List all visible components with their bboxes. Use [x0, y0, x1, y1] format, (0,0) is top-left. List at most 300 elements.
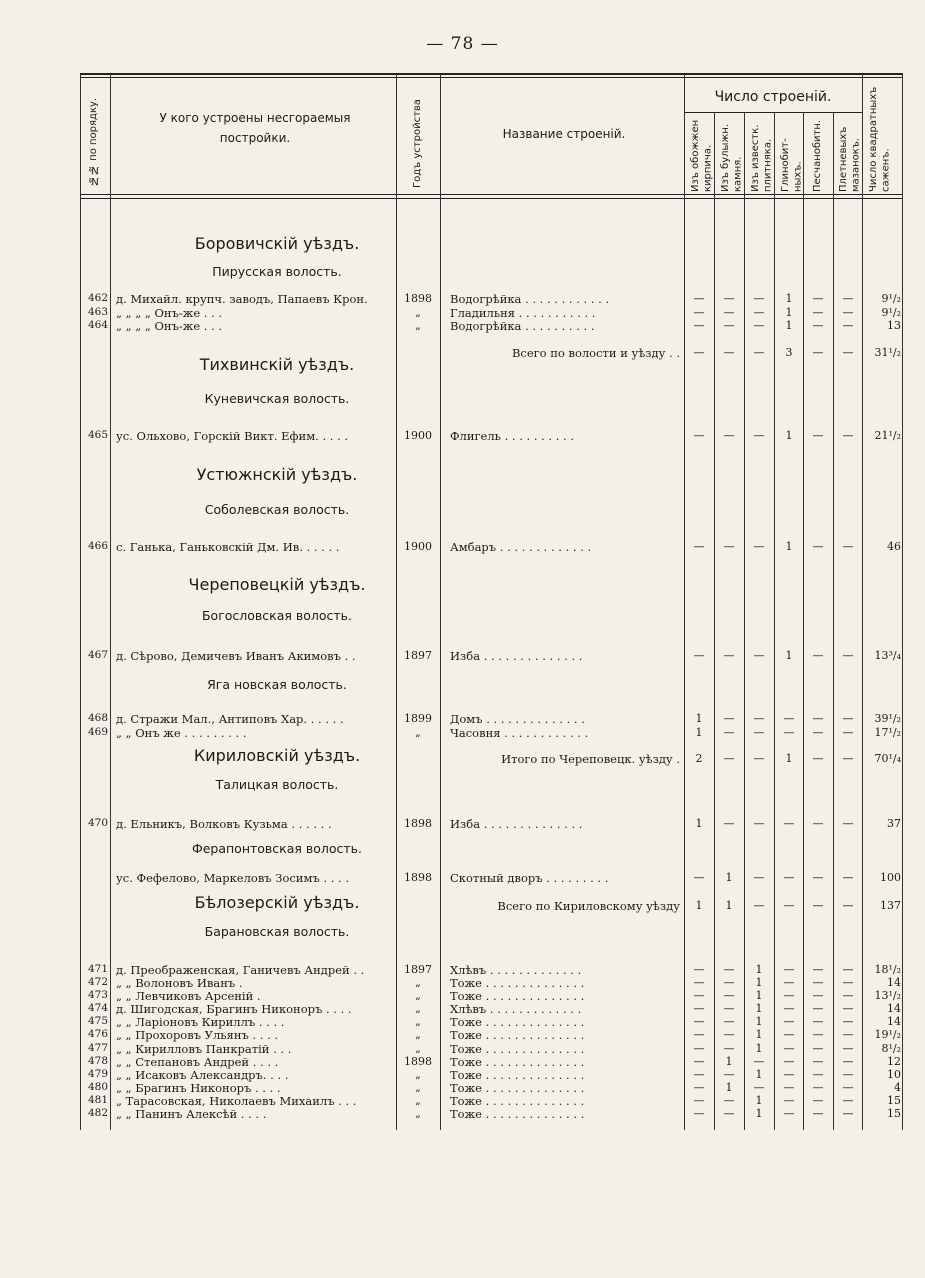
- row-owner: „ „ Онъ же . . . . . . . . .: [116, 726, 247, 740]
- total-cell: —: [812, 752, 824, 765]
- row-building-name: Водогрѣйка . . . . . . . . . . . .: [450, 292, 610, 306]
- total-label: Всего по волости и уѣзду . .: [511, 346, 680, 360]
- total-row: [0, 346, 925, 359]
- section-volost: Яга новская волость.: [207, 677, 347, 692]
- row-count-cell: 1: [785, 540, 793, 553]
- row-count-cell: —: [812, 817, 824, 830]
- row-count-cell: 1: [755, 1107, 763, 1120]
- row-count-cell: —: [812, 1107, 824, 1120]
- table-row: [0, 976, 925, 989]
- row-count-cell: —: [842, 1068, 854, 1081]
- row-count-cell: —: [812, 712, 824, 725]
- row-owner: „ „ Волоновъ Иванъ .: [116, 976, 243, 990]
- table-row: [0, 1028, 925, 1041]
- row-number: 467: [87, 649, 108, 661]
- row-building-name: Тоже . . . . . . . . . . . . . .: [450, 1094, 585, 1108]
- row-count-cell: —: [783, 1028, 795, 1041]
- row-owner: ус. Ольхово, Горскій Викт. Ефим. . . . .: [116, 429, 349, 443]
- row-year: „: [415, 319, 421, 332]
- row-area: 14: [887, 1002, 901, 1015]
- row-building-name: Тоже . . . . . . . . . . . . . .: [450, 976, 585, 990]
- row-building-name: Скотный дворъ . . . . . . . . .: [450, 871, 609, 885]
- row-count-cell: —: [693, 1042, 705, 1055]
- row-count-cell: —: [723, 1015, 735, 1028]
- total-cell: —: [723, 752, 735, 765]
- row-owner: „ „ Панинъ Алексѣй . . . .: [116, 1107, 267, 1121]
- row-count-cell: —: [842, 1002, 854, 1015]
- total-cell: 1: [725, 899, 733, 912]
- row-year: 1898: [404, 871, 432, 884]
- row-building-name: Тоже . . . . . . . . . . . . . .: [450, 1107, 585, 1121]
- header-col-area: Число квадратныхъ саженъ.: [868, 86, 892, 192]
- row-building-name: Хлѣвъ . . . . . . . . . . . . .: [450, 1002, 582, 1016]
- row-owner: „ „ „ „ Онъ-же . . .: [116, 306, 223, 320]
- row-count-cell: —: [723, 1002, 735, 1015]
- row-year: 1898: [404, 1055, 432, 1068]
- table-row: [0, 1107, 925, 1120]
- table-row: [0, 292, 925, 305]
- row-number: 466: [87, 540, 108, 552]
- row-count-cell: 1: [755, 1042, 763, 1055]
- total-cell: —: [753, 752, 765, 765]
- row-owner: ус. Фефелово, Маркеловъ Зосимъ . . . .: [116, 871, 349, 885]
- header-col-name: Название строеній.: [502, 127, 626, 141]
- row-count-cell: —: [723, 817, 735, 830]
- table-row: [0, 712, 925, 725]
- row-count-cell: 1: [755, 1015, 763, 1028]
- row-count-cell: —: [812, 1055, 824, 1068]
- row-area: 21¹/₂: [874, 429, 901, 442]
- row-area: 39¹/₂: [874, 712, 901, 725]
- row-year: „: [415, 1015, 421, 1028]
- row-count-cell: —: [812, 1081, 824, 1094]
- table-row: [0, 817, 925, 830]
- table-row: [0, 871, 925, 884]
- group-header-rule: [684, 112, 862, 113]
- total-cell: —: [812, 346, 824, 359]
- table-row: [0, 306, 925, 319]
- row-count-cell: —: [753, 1081, 765, 1094]
- row-count-cell: —: [753, 712, 765, 725]
- header-col-owner: У кого устроены несгораемыя постройки.: [159, 111, 351, 146]
- row-number: 469: [87, 726, 108, 738]
- row-count-cell: —: [693, 1094, 705, 1107]
- total-label: Итого по Череповецк. уѣзду .: [501, 752, 680, 766]
- total-cell: —: [753, 899, 765, 912]
- row-area: 4: [894, 1081, 901, 1094]
- row-count-cell: —: [753, 1055, 765, 1068]
- header-sub-clay: Глинобит-ныхъ.: [780, 138, 804, 192]
- row-building-name: Домъ . . . . . . . . . . . . . .: [450, 712, 585, 726]
- row-count-cell: 1: [755, 1028, 763, 1041]
- row-count-cell: —: [753, 726, 765, 739]
- total-cell: —: [842, 346, 854, 359]
- row-building-name: Водогрѣйка . . . . . . . . . .: [450, 319, 595, 333]
- section-volost: Талицкая волость.: [215, 777, 339, 792]
- row-number: 470: [87, 817, 108, 829]
- table-row: [0, 319, 925, 332]
- row-count-cell: 1: [785, 429, 793, 442]
- section-volost: Богословская волость.: [201, 608, 353, 623]
- row-count-cell: 1: [725, 1055, 733, 1068]
- row-count-cell: —: [842, 1055, 854, 1068]
- row-count-cell: —: [842, 306, 854, 319]
- row-owner: „ Тарасовская, Николаевъ Михаилъ . . .: [116, 1094, 357, 1108]
- row-owner: д. Преображенская, Ганичевъ Андрей . .: [116, 963, 365, 977]
- header-sub-wattle: Плетневыхъ мазанокъ.: [838, 126, 862, 192]
- row-count-cell: —: [693, 306, 705, 319]
- row-count-cell: —: [693, 429, 705, 442]
- row-year: „: [415, 726, 421, 739]
- row-count-cell: —: [723, 1028, 735, 1041]
- total-cell: —: [812, 899, 824, 912]
- table-row: [0, 649, 925, 662]
- row-count-cell: —: [812, 976, 824, 989]
- row-area: 19¹/₂: [874, 1028, 901, 1041]
- row-count-cell: —: [693, 1002, 705, 1015]
- row-count-cell: —: [723, 989, 735, 1002]
- total-area: 31¹/₂: [874, 346, 901, 359]
- row-count-cell: —: [842, 1094, 854, 1107]
- table-row: [0, 1081, 925, 1094]
- row-owner: с. Ганька, Ганьковскій Дм. Ив. . . . . .: [116, 540, 340, 554]
- row-building-name: Часовня . . . . . . . . . . . .: [450, 726, 589, 740]
- row-count-cell: —: [783, 1055, 795, 1068]
- row-count-cell: —: [783, 963, 795, 976]
- row-number: 471: [87, 963, 108, 975]
- row-year: „: [415, 1028, 421, 1041]
- row-number: 482: [87, 1107, 108, 1119]
- row-count-cell: —: [723, 712, 735, 725]
- row-owner: „ „ Ларіоновъ Кириллъ . . . .: [116, 1015, 285, 1029]
- row-year: 1898: [404, 292, 432, 305]
- row-count-cell: 1: [755, 1094, 763, 1107]
- row-number: 468: [87, 712, 108, 724]
- row-count-cell: —: [753, 817, 765, 830]
- row-year: „: [415, 1002, 421, 1015]
- row-count-cell: 1: [755, 976, 763, 989]
- row-count-cell: —: [693, 540, 705, 553]
- row-count-cell: —: [812, 726, 824, 739]
- total-row: [0, 899, 925, 912]
- row-count-cell: —: [753, 429, 765, 442]
- row-number: 479: [87, 1068, 108, 1080]
- table-top-rule-2: [80, 77, 903, 78]
- row-area: 18¹/₂: [874, 963, 901, 976]
- row-count-cell: —: [693, 871, 705, 884]
- total-label: Всего по Кириловскому уѣзду: [497, 899, 680, 913]
- row-area: 14: [887, 976, 901, 989]
- row-number: 464: [87, 319, 108, 331]
- row-count-cell: —: [812, 292, 824, 305]
- row-count-cell: 1: [695, 712, 703, 725]
- row-count-cell: —: [753, 871, 765, 884]
- row-count-cell: —: [842, 1028, 854, 1041]
- row-number: 474: [87, 1002, 108, 1014]
- row-area: 37: [887, 817, 901, 830]
- row-building-name: Тоже . . . . . . . . . . . . . .: [450, 1068, 585, 1082]
- row-count-cell: —: [723, 1068, 735, 1081]
- row-count-cell: 1: [755, 1068, 763, 1081]
- row-area: 13¹/₂: [874, 989, 901, 1002]
- row-count-cell: —: [723, 1107, 735, 1120]
- total-cell: —: [723, 346, 735, 359]
- row-count-cell: —: [812, 540, 824, 553]
- row-count-cell: —: [842, 292, 854, 305]
- row-building-name: Хлѣвъ . . . . . . . . . . . . .: [450, 963, 582, 977]
- row-count-cell: —: [783, 1002, 795, 1015]
- row-area: 13³/₄: [874, 649, 901, 662]
- row-count-cell: —: [783, 1015, 795, 1028]
- row-area: 17¹/₂: [874, 726, 901, 739]
- row-owner: д. Ельникъ, Волковъ Кузьма . . . . . .: [116, 817, 332, 831]
- row-year: „: [415, 976, 421, 989]
- row-number: 463: [87, 306, 108, 318]
- row-number: 477: [87, 1042, 108, 1054]
- row-year: 1897: [404, 649, 432, 662]
- row-number: 480: [87, 1081, 108, 1093]
- row-count-cell: —: [812, 989, 824, 1002]
- row-year: „: [415, 1094, 421, 1107]
- table-row: [0, 963, 925, 976]
- row-area: 10: [887, 1068, 901, 1081]
- total-row: [0, 752, 925, 765]
- section-uezd: Череповецкій уѣздъ.: [188, 575, 366, 594]
- total-cell: —: [842, 899, 854, 912]
- row-building-name: Тоже . . . . . . . . . . . . . .: [450, 989, 585, 1003]
- row-count-cell: 1: [785, 292, 793, 305]
- table-top-rule: [80, 73, 903, 75]
- header-col-num: №№ по порядку.: [88, 97, 99, 186]
- row-count-cell: —: [812, 306, 824, 319]
- header-sub-brick: Изъ обожжен кирпича.: [690, 119, 714, 192]
- total-cell: 3: [785, 346, 793, 359]
- row-area: 12: [887, 1055, 901, 1068]
- row-count-cell: —: [783, 726, 795, 739]
- row-count-cell: —: [753, 319, 765, 332]
- header-sub-lime: Изъ известк. плитняка.: [750, 124, 774, 192]
- row-number: 473: [87, 989, 108, 1001]
- row-count-cell: —: [842, 871, 854, 884]
- table-row: [0, 429, 925, 442]
- row-count-cell: —: [753, 649, 765, 662]
- row-count-cell: —: [753, 292, 765, 305]
- row-building-name: Изба . . . . . . . . . . . . . .: [450, 817, 583, 831]
- row-area: 13: [887, 319, 901, 332]
- table-row: [0, 1015, 925, 1028]
- section-volost: Пирусская волость.: [212, 264, 342, 279]
- row-count-cell: —: [842, 1107, 854, 1120]
- row-year: 1900: [404, 540, 432, 553]
- row-count-cell: —: [842, 817, 854, 830]
- total-cell: 1: [785, 752, 793, 765]
- row-year: „: [415, 1068, 421, 1081]
- row-count-cell: 1: [725, 871, 733, 884]
- row-owner: „ „ Брагинъ Никоноръ . . . .: [116, 1081, 281, 1095]
- row-count-cell: —: [693, 976, 705, 989]
- row-number: 462: [87, 292, 108, 304]
- section-uezd: Бѣлозерскій уѣздъ.: [194, 893, 360, 912]
- row-owner: „ „ Прохоровъ Ульянъ . . . .: [116, 1028, 279, 1042]
- row-count-cell: —: [812, 871, 824, 884]
- total-area: 137: [880, 899, 901, 912]
- row-building-name: Тоже . . . . . . . . . . . . . .: [450, 1042, 585, 1056]
- header-sub-stone: Изъ булыжн. камня.: [720, 123, 744, 192]
- row-count-cell: —: [812, 1002, 824, 1015]
- row-count-cell: —: [693, 1107, 705, 1120]
- row-count-cell: —: [812, 1068, 824, 1081]
- row-number: 478: [87, 1055, 108, 1067]
- row-building-name: Тоже . . . . . . . . . . . . . .: [450, 1028, 585, 1042]
- row-year: „: [415, 1107, 421, 1120]
- row-count-cell: —: [842, 649, 854, 662]
- row-count-cell: —: [783, 817, 795, 830]
- row-owner: „ „ Исаковъ Александръ. . . .: [116, 1068, 289, 1082]
- row-count-cell: —: [842, 1081, 854, 1094]
- total-cell: —: [783, 899, 795, 912]
- table-row: [0, 1068, 925, 1081]
- row-number: 472: [87, 976, 108, 988]
- table-row: [0, 1002, 925, 1015]
- row-count-cell: —: [693, 292, 705, 305]
- total-cell: —: [693, 346, 705, 359]
- row-count-cell: —: [842, 989, 854, 1002]
- row-owner: д. Сѣрово, Демичевъ Иванъ Акимовъ . .: [116, 649, 356, 663]
- row-area: 15: [887, 1107, 901, 1120]
- row-count-cell: —: [723, 429, 735, 442]
- row-count-cell: 1: [725, 1081, 733, 1094]
- row-count-cell: —: [842, 963, 854, 976]
- row-building-name: Амбаръ . . . . . . . . . . . . .: [450, 540, 592, 554]
- row-year: 1900: [404, 429, 432, 442]
- row-owner: „ „ Степановъ Андрей . . . .: [116, 1055, 279, 1069]
- row-count-cell: 1: [755, 963, 763, 976]
- row-count-cell: —: [693, 1081, 705, 1094]
- row-count-cell: —: [783, 1107, 795, 1120]
- row-count-cell: —: [842, 1042, 854, 1055]
- row-count-cell: —: [693, 963, 705, 976]
- row-count-cell: —: [812, 963, 824, 976]
- row-count-cell: —: [753, 306, 765, 319]
- row-building-name: Изба . . . . . . . . . . . . . .: [450, 649, 583, 663]
- row-count-cell: —: [812, 1094, 824, 1107]
- row-count-cell: —: [723, 306, 735, 319]
- row-owner: д. Стражи Мал., Антиповъ Хар. . . . . .: [116, 712, 344, 726]
- header-col-group: Число строеній.: [714, 89, 832, 105]
- row-count-cell: —: [783, 976, 795, 989]
- row-area: 9¹/₂: [881, 306, 901, 319]
- row-count-cell: —: [842, 429, 854, 442]
- row-count-cell: 1: [785, 306, 793, 319]
- row-number: 476: [87, 1028, 108, 1040]
- row-area: 14: [887, 1015, 901, 1028]
- header-sub-sand: Песчанобитн.: [812, 119, 823, 192]
- row-count-cell: —: [723, 319, 735, 332]
- row-count-cell: —: [812, 429, 824, 442]
- row-count-cell: —: [693, 1028, 705, 1041]
- total-cell: 2: [695, 752, 703, 765]
- section-uezd: Тихвинскій уѣздъ.: [199, 355, 355, 374]
- row-count-cell: 1: [695, 817, 703, 830]
- row-area: 8¹/₂: [881, 1042, 901, 1055]
- row-year: „: [415, 1042, 421, 1055]
- section-uezd: Боровичскій уѣздъ.: [194, 234, 360, 253]
- row-count-cell: —: [842, 712, 854, 725]
- section-volost: Соболевская волость.: [204, 502, 350, 517]
- section-uezd: Кириловскій уѣздъ.: [193, 746, 361, 765]
- table-row: [0, 726, 925, 739]
- row-count-cell: —: [842, 976, 854, 989]
- row-number: 465: [87, 429, 108, 441]
- row-count-cell: —: [842, 1015, 854, 1028]
- row-count-cell: —: [723, 1094, 735, 1107]
- row-building-name: Тоже . . . . . . . . . . . . . .: [450, 1081, 585, 1095]
- row-area: 15: [887, 1094, 901, 1107]
- row-count-cell: —: [842, 726, 854, 739]
- row-count-cell: —: [812, 1028, 824, 1041]
- row-year: „: [415, 1081, 421, 1094]
- row-count-cell: 1: [785, 649, 793, 662]
- row-building-name: Тоже . . . . . . . . . . . . . .: [450, 1055, 585, 1069]
- section-uezd: Устюжнскій уѣздъ.: [196, 465, 358, 484]
- row-owner: „ „ Кирилловъ Панкратій . . .: [116, 1042, 292, 1056]
- row-count-cell: —: [783, 1068, 795, 1081]
- row-count-cell: —: [783, 1081, 795, 1094]
- total-area: 70¹/₄: [874, 752, 901, 765]
- header-bottom-rule: [80, 194, 903, 195]
- row-year: 1897: [404, 963, 432, 976]
- row-count-cell: —: [842, 540, 854, 553]
- row-count-cell: —: [723, 963, 735, 976]
- row-count-cell: —: [723, 976, 735, 989]
- row-area: 9¹/₂: [881, 292, 901, 305]
- table-row: [0, 989, 925, 1002]
- row-building-name: Гладильня . . . . . . . . . . .: [450, 306, 596, 320]
- row-count-cell: —: [783, 871, 795, 884]
- row-count-cell: —: [783, 989, 795, 1002]
- row-building-name: Тоже . . . . . . . . . . . . . .: [450, 1015, 585, 1029]
- row-count-cell: —: [812, 1042, 824, 1055]
- page-number: — 78 —: [426, 34, 499, 54]
- row-count-cell: —: [693, 1055, 705, 1068]
- table-row: [0, 540, 925, 553]
- row-count-cell: —: [723, 292, 735, 305]
- table-row: [0, 1094, 925, 1107]
- table-row: [0, 1042, 925, 1055]
- row-owner: „ „ „ „ Онъ-же . . .: [116, 319, 223, 333]
- row-count-cell: —: [693, 989, 705, 1002]
- total-cell: —: [842, 752, 854, 765]
- row-count-cell: —: [812, 649, 824, 662]
- row-area: 100: [880, 871, 901, 884]
- row-count-cell: 1: [755, 1002, 763, 1015]
- row-count-cell: —: [693, 1015, 705, 1028]
- table-row: [0, 1055, 925, 1068]
- row-count-cell: —: [753, 540, 765, 553]
- row-count-cell: —: [842, 319, 854, 332]
- row-year: 1898: [404, 817, 432, 830]
- row-count-cell: —: [783, 712, 795, 725]
- header-col-year: Годъ устройства: [412, 99, 423, 188]
- row-owner: д. Михайл. крупч. заводъ, Папаевъ Крон.: [116, 292, 368, 306]
- row-owner: „ „ Левчиковъ Арсеній .: [116, 989, 261, 1003]
- section-volost: Куневичская волость.: [204, 391, 350, 406]
- row-year: „: [415, 306, 421, 319]
- row-count-cell: —: [812, 319, 824, 332]
- row-owner: д. Шигодская, Брагинъ Никоноръ . . . .: [116, 1002, 352, 1016]
- row-count-cell: 1: [695, 726, 703, 739]
- row-count-cell: —: [693, 1068, 705, 1081]
